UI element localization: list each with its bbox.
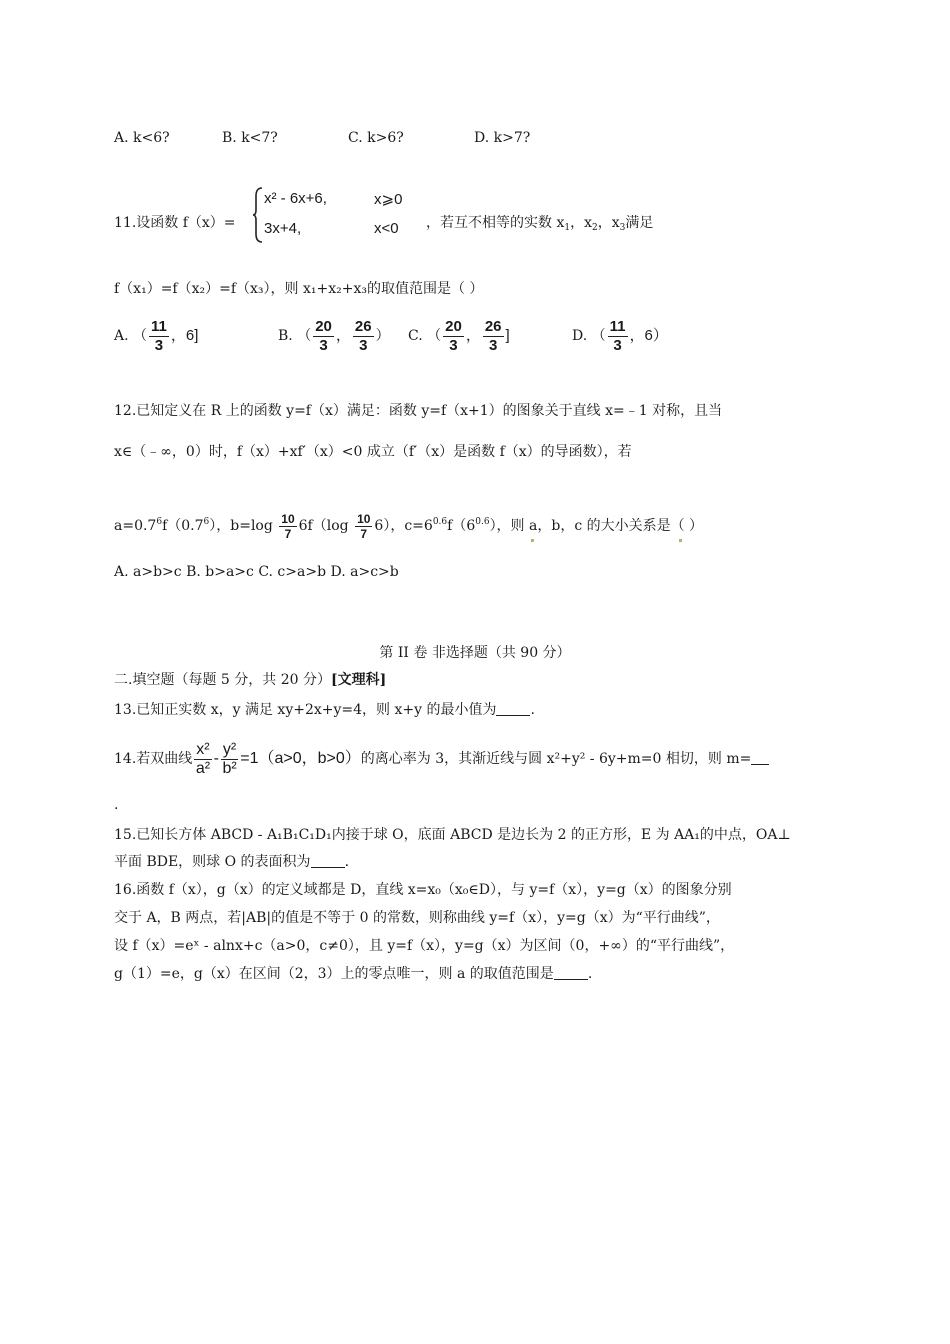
frac-num: 26 (354, 317, 372, 335)
frac-den: 3 (489, 336, 498, 354)
part2-heading (114, 670, 386, 690)
q13-text: 13.已知正实数 x，y 满足 xy+2x+y=4，则 x+y 的最小值为 (114, 702, 497, 718)
hyperbola-equation: $\frac{\text{x²}}{\text{a²}}$ - $\frac{\text{y²}}{\text{b²}}$ =1（a>0，b>0） (192, 737, 361, 781)
q11-line2: f（x₁）=f（x₂）=f（x₃），则 x₁+x₂+x₃的取值范围是（ ） (114, 281, 484, 297)
piece-row-2 (264, 220, 399, 237)
q12-c: ），b=log (209, 518, 273, 534)
frac-num: 10 (281, 511, 295, 526)
q12-a: a=0.7 (114, 518, 157, 534)
frac-num: 26 (484, 317, 502, 335)
q11-options (114, 314, 668, 358)
q10-option-b: B. k<7? (222, 130, 278, 146)
answer-blank (751, 750, 769, 765)
q11-a-frac (149, 319, 169, 354)
stray-dot (679, 539, 682, 542)
q14-suffix: 的离心率为 3，其渐近线与圆 x²+y² - 6y+m=0 相切，则 m= (360, 751, 752, 767)
q12-d: 6f（log (298, 518, 349, 534)
exp: 0.6 (432, 517, 448, 527)
piece-row-1 (264, 190, 403, 208)
q11-option-b: B. （ $\frac{20}{3}$ ， $\frac{26}{3}$ ） (278, 317, 390, 354)
answer-blank (554, 965, 588, 980)
stray-dot (531, 539, 534, 542)
part2-tag: [文理科] (330, 672, 387, 688)
piece1-expr: x² - 6x+6, (264, 190, 327, 207)
q14-prefix: 14.若双曲线 (114, 751, 193, 767)
q16-line2: 交于 A，B 两点，若|AB|的值是不等于 0 的常数，则称曲线 y=f（x），y=g（x）为“平行曲线”， (114, 910, 720, 926)
piece1-cond: x⩾0 (374, 191, 403, 208)
frac-num: 20 (315, 317, 332, 335)
frac-num: 20 (445, 317, 462, 335)
q12-e: 6），c=6 (374, 518, 433, 534)
q12-line1: 12.已知定义在 R 上的函数 y=f（x）满足：函数 y=f（x+1）的图象关于直线 x=﹣1 对称，且当 (114, 403, 723, 419)
q10-option-c: C. k>6? (348, 130, 404, 146)
q10-option-d: D. k>7? (474, 130, 531, 146)
section-title: 第 II 卷 非选择题（共 90 分） (379, 645, 571, 661)
q16-line1: 16.函数 f（x），g（x）的定义域都是 D，直线 x=x₀（x₀∈D），与 y=f（x），y=g（x）的图象分别 (114, 882, 732, 898)
q14 (114, 737, 769, 781)
q11-c-close: ] (505, 327, 510, 344)
q11-option-c: C. （ $\frac{20}{3}$ ， $\frac{26}{3}$ ] (408, 317, 510, 354)
q11-b-frac1 (313, 319, 334, 354)
q11-prefix: 11.设函数 f（x）= (114, 215, 236, 231)
q10-option-a: A. k<6? (114, 130, 170, 146)
q12-b: f（0.7 (162, 518, 204, 534)
frac-num: 10 (357, 511, 371, 526)
q11-piecewise-function (252, 186, 420, 244)
piece2-cond: x<0 (374, 220, 399, 237)
brace-icon (252, 186, 264, 244)
exp: 6 (203, 517, 210, 527)
exp: 0.6 (475, 517, 490, 527)
log-base-frac (355, 513, 372, 540)
answer-blank (311, 853, 345, 868)
frac-den: 3 (359, 336, 368, 354)
q16-line4: g（1）=e，g（x）在区间（2，3）上的零点唯一，则 a 的取值范围是 . (114, 966, 593, 982)
exp: 6 (156, 517, 163, 527)
piece2-expr: 3x+4, (264, 220, 302, 237)
q11-a-rest: ，6] (170, 327, 199, 344)
q11-suffix: ，若互不相等的实数 $x_1$，$x_2$，$x_3$满足 (426, 215, 654, 233)
q12-options: A. a>b>c B. b>a>c C. c>a>b D. a>c>b (114, 564, 399, 580)
frac-den: 3 (449, 336, 458, 354)
q14-end: . (114, 797, 119, 813)
q16-line4-text: g（1）=e，g（x）在区间（2，3）上的零点唯一，则 a 的取值范围是 (114, 966, 554, 982)
q12-f: f（6 (447, 518, 476, 534)
q11-d-label: D. （ (572, 328, 606, 344)
q12-line3 (114, 500, 703, 548)
frac-num: 11 (609, 317, 626, 335)
frac-den: 3 (319, 336, 328, 354)
q11-b-close: ） (375, 328, 390, 344)
q11-d-rest: ，6） (629, 327, 668, 344)
answer-blank (496, 701, 530, 716)
frac-den: 3 (613, 336, 622, 354)
q11-c-frac2 (483, 319, 504, 354)
q16-line3: 设 f（x）=eˣ - alnx+c（a>0，c≠0），且 y=f（x），y=g（x）为区间（0，+∞）的“平行曲线”， (114, 938, 735, 954)
q13: 13.已知正实数 x，y 满足 xy+2x+y=4，则 x+y 的最小值为 . (114, 702, 535, 718)
q11-a-label: A. （ (114, 328, 148, 344)
part2-heading-text: 二.填空题（每题 5 分，共 20 分） (114, 672, 331, 688)
q11-option-a (114, 314, 278, 358)
q11-b-frac2 (353, 319, 374, 354)
q11-d-frac (608, 319, 628, 354)
q11-c-frac1 (443, 319, 464, 354)
hyperbola-tail: =1（a>0，b>0） (240, 750, 361, 767)
frac-num: 11 (151, 317, 167, 335)
q15-line2-text: 平面 BDE，则球 O 的表面积为 (114, 854, 311, 870)
q15-line2: 平面 BDE，则球 O 的表面积为 . (114, 854, 350, 870)
frac-den: 7 (284, 526, 292, 541)
q11-c-label: C. （ (408, 328, 442, 344)
q11-suffix-text: ，若互不相等的实数 x (426, 215, 565, 231)
log-base-frac (279, 513, 296, 540)
q11-b-label: B. （ (278, 328, 312, 344)
frac-den: 7 (360, 526, 368, 541)
frac-den: 3 (154, 336, 164, 354)
q11-option-d (572, 314, 668, 358)
q15-line1: 15.已知长方体 ABCD - A₁B₁C₁D₁内接于球 O，底面 ABCD 是边长为 2 的正方形，E 为 AA₁的中点，OA⊥ (114, 827, 791, 843)
q12-g: ），则 a，b，c 的大小关系是（ ） (489, 518, 704, 534)
q10-options (114, 128, 530, 148)
q12-line2: x∈（﹣∞，0）时，f（x）+xf′（x）<0 成立（f′（x）是函数 f（x）的导函数），若 (114, 444, 632, 460)
